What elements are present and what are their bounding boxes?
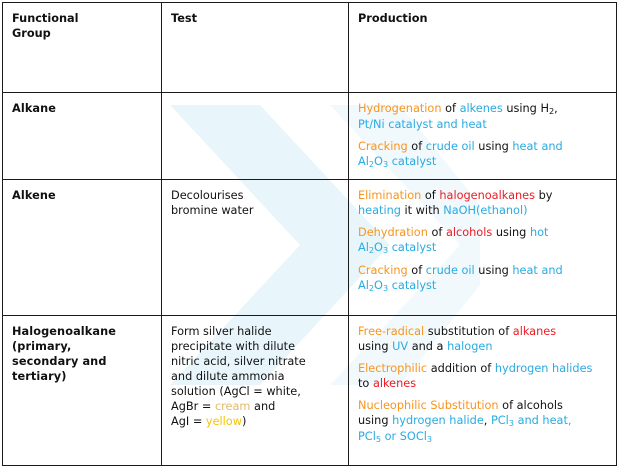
table-row [3, 93, 617, 180]
text-of: of [441, 102, 460, 115]
term-yellow: yellow [205, 414, 242, 428]
test-line: Decolourises [171, 188, 244, 202]
test-line: precipitate with dilute [171, 339, 296, 353]
production-line [358, 361, 607, 391]
term-heating: heating [358, 203, 401, 217]
cell-functional-group-alkane: Alkane [3, 93, 162, 180]
production-line [358, 263, 607, 294]
text-of: of [407, 139, 426, 153]
table-row [3, 315, 617, 465]
text-using-h2: using H [502, 102, 549, 115]
text-to: to [358, 376, 373, 390]
term-alkanes: alkanes [512, 324, 557, 338]
term-cracking: Cracking [358, 139, 408, 153]
formula-o: O [374, 240, 383, 254]
cell-test-alkene [162, 179, 349, 315]
formula-al-sub: 2 [368, 244, 375, 255]
formula-al-sub: 2 [368, 158, 375, 169]
production-line [358, 188, 607, 218]
term-elimination: Elimination [358, 188, 422, 202]
text-substitution-of: substitution of [424, 324, 513, 338]
term-nucleophilic-substitution: Nucleophilic Substitution [358, 398, 499, 412]
formula-o-sub: 3 [382, 282, 389, 293]
text-agbr: AgBr = [171, 399, 215, 413]
cell-test-halogenoalkane [162, 315, 349, 465]
formula-al2o3 [358, 155, 388, 168]
text-close-paren: ) [241, 414, 247, 428]
header-row [3, 3, 617, 93]
production-line [358, 225, 607, 256]
text-it-with: it with [400, 203, 444, 217]
column-header-functional-group [3, 3, 162, 93]
table-row [3, 179, 617, 315]
test-line: and dilute ammonia [171, 369, 285, 383]
formula-pcl3 [491, 414, 514, 427]
term-halogen: halogen [447, 339, 493, 353]
formula-pcl5 [358, 430, 381, 443]
main-table [2, 2, 617, 466]
formula-al2o3 [358, 279, 388, 292]
text-using: using [358, 339, 393, 353]
term-heat-and: heat and [512, 263, 563, 277]
header-line-1: Functional [12, 12, 79, 25]
term-ptni-catalyst: Pt/Ni catalyst and heat [358, 117, 487, 131]
table-header [3, 3, 617, 93]
formula-o-sub: 3 [382, 158, 389, 169]
test-line: Form silver halide [171, 324, 272, 338]
formula-al2o3 [358, 241, 388, 254]
text-agi: AgI = [171, 414, 206, 428]
test-line [171, 399, 339, 414]
test-line [171, 384, 339, 399]
production-line [358, 139, 607, 170]
text-and-heat: and heat, [514, 413, 572, 427]
text-using: using [492, 225, 530, 239]
formula-socl-sub: 3 [426, 433, 433, 444]
text-and: and [250, 399, 276, 413]
term-hydrogenation: Hydrogenation [358, 102, 442, 115]
formula-al: Al [358, 240, 369, 254]
text-comma: , [483, 413, 491, 427]
term-crude-oil: crude oil [425, 139, 475, 153]
formula-pcl-sub: 3 [508, 417, 514, 428]
text-of-alcohols: of alcohols [498, 398, 563, 412]
formula-pcl: PCl [358, 429, 376, 443]
term-alcohols: alcohols [445, 225, 493, 239]
term-white: white [266, 384, 298, 398]
cell-production-alkane [349, 93, 617, 180]
production-line [358, 324, 607, 354]
production-line [358, 398, 607, 445]
fg-line: (primary, [12, 339, 72, 353]
test-line [171, 414, 339, 429]
term-alkenes: alkenes [459, 102, 503, 115]
text-by: by [535, 188, 553, 202]
term-naoh-ethanol: NaOH(ethanol) [443, 203, 528, 217]
text-using: using [474, 263, 513, 277]
table-body [3, 93, 617, 466]
formula-socl3 [400, 430, 432, 443]
term-crude-oil: crude oil [425, 263, 475, 277]
text-and-a: and a [408, 339, 448, 353]
text-of: of [427, 225, 446, 239]
term-hot: hot [529, 225, 549, 239]
formula-al-sub: 2 [368, 282, 375, 293]
term-dehydration: Dehydration [358, 225, 428, 239]
test-line: nitric acid, silver nitrate [171, 354, 306, 368]
formula-o: O [374, 278, 383, 292]
formula-al: Al [358, 154, 369, 168]
text-using: using [358, 413, 393, 427]
formula-pcl-sub: 5 [375, 433, 382, 444]
formula-o: O [374, 154, 383, 168]
term-heat-and: heat and [512, 139, 563, 153]
text-catalyst: catalyst [388, 240, 437, 254]
term-hydrogen-halides: hydrogen halides [494, 361, 593, 375]
term-uv: UV [392, 339, 409, 353]
text-comma: , [297, 384, 301, 398]
cell-production-halogenoalkane [349, 315, 617, 465]
fg-line: tertiary) [12, 369, 67, 383]
text-comma: , [554, 102, 558, 115]
text-catalyst: catalyst [388, 278, 437, 292]
fg-line: Halogenoalkane [12, 324, 116, 338]
term-alkenes: alkenes [372, 376, 417, 390]
text-catalyst: catalyst [388, 154, 437, 168]
fg-line: secondary and [12, 354, 107, 368]
cell-production-alkene [349, 179, 617, 315]
subscript-2: 2 [548, 106, 555, 117]
text-of: of [407, 263, 426, 277]
column-header-test: Test [162, 3, 349, 93]
test-line: bromine water [171, 203, 254, 217]
cell-functional-group-halogenoalkane [3, 315, 162, 465]
term-cream: cream [214, 399, 251, 413]
cell-functional-group-alkene: Alkene [3, 179, 162, 315]
term-hydrogen-halide: hydrogen halide [392, 413, 484, 427]
text-or: or [381, 429, 400, 443]
production-line [358, 101, 607, 132]
term-cracking: Cracking [358, 263, 408, 277]
text-of: of [421, 188, 440, 202]
formula-al: Al [358, 278, 369, 292]
formula-socl: SOCl [399, 429, 427, 443]
term-electrophilic: Electrophilic [358, 361, 428, 375]
text-using: using [474, 139, 513, 153]
term-halogenoalkanes: halogenoalkanes [439, 188, 536, 202]
cell-test-alkane [162, 93, 349, 180]
text-addition-of: addition of [427, 361, 495, 375]
text-agcl: solution (AgCl = [171, 384, 267, 398]
term-free-radical: Free-radical [358, 324, 425, 338]
formula-o-sub: 3 [382, 244, 389, 255]
column-header-production: Production [349, 3, 617, 93]
header-line-2: Group [12, 27, 51, 41]
formula-pcl: PCl [490, 413, 509, 427]
